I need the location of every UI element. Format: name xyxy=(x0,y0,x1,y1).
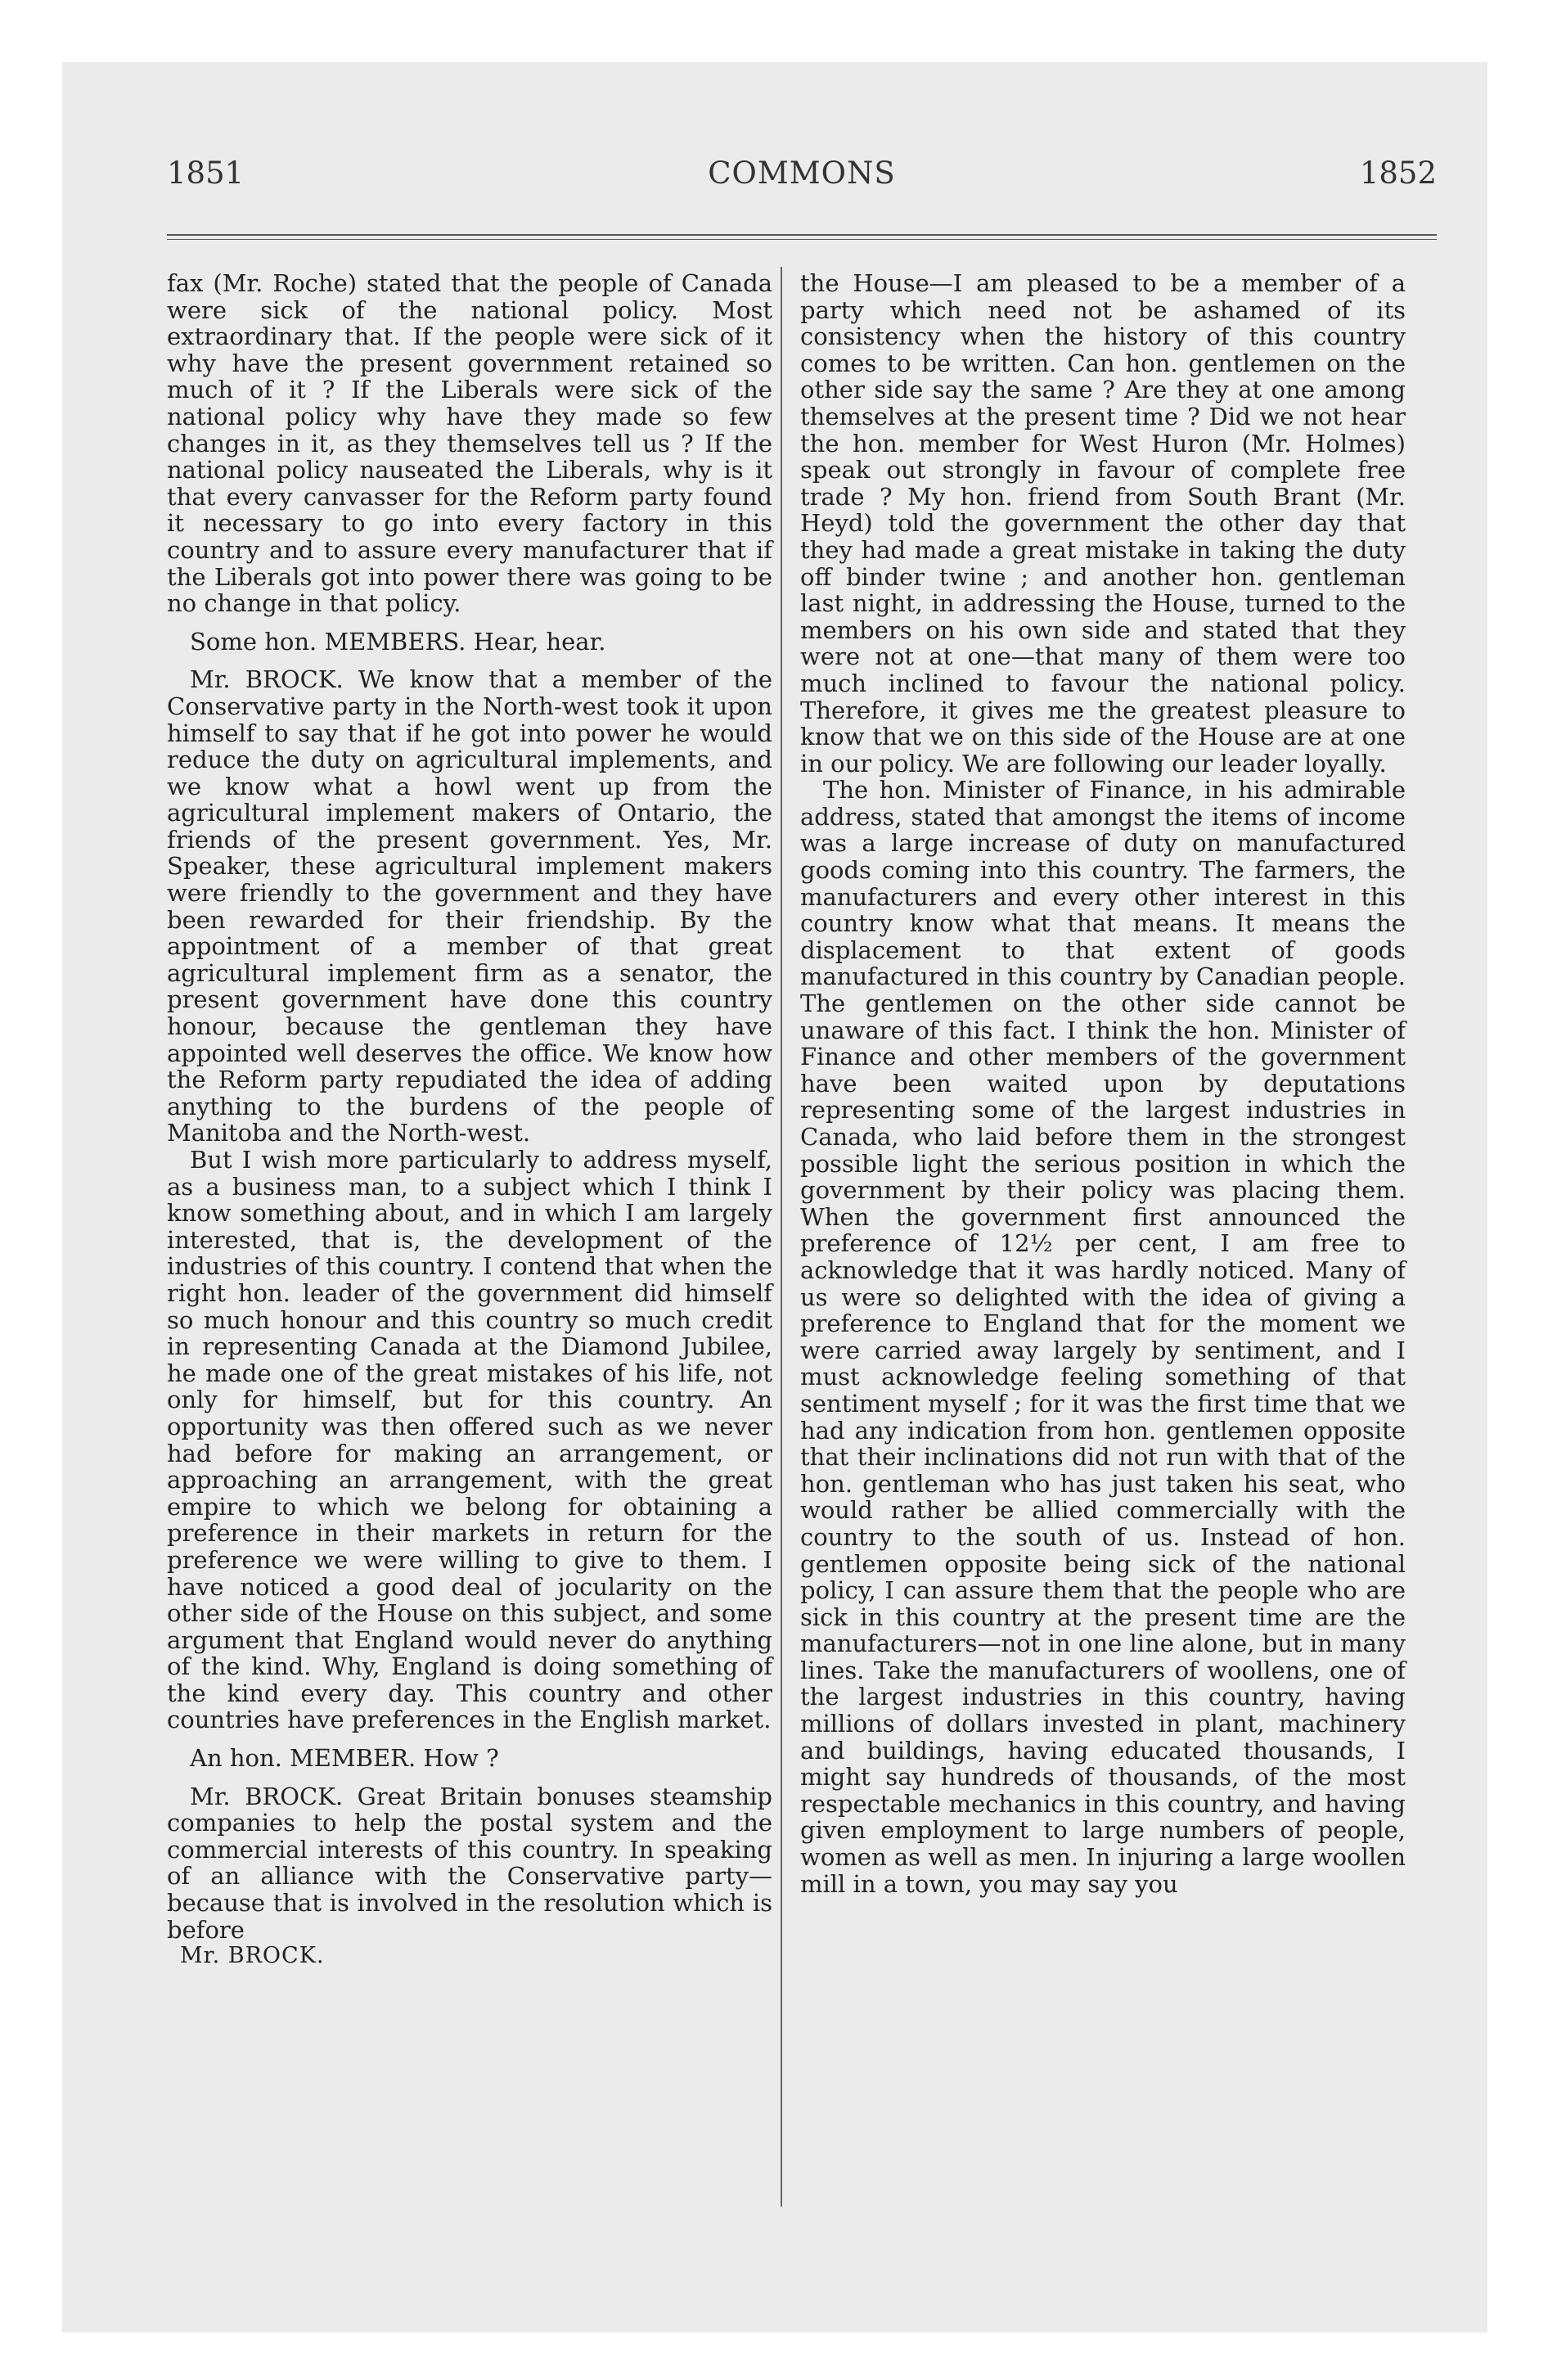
paragraph: Mr. BROCK. We know that a member of the Conservative party in the North-west took it upon himself to say that if he got into power he would reduce the duty on agricultural implements, and we know what a howl went up from the agricultural implement makers of Ontario, the friends of the present government. Yes, Mr. Speaker, these agricultural implement makers were friendly to the government and they have been rewarded for their friendship. By the appointment of a member of that great agricultural implement firm as a senator, the present government have done this country honour, because the gentleman they have appointed well deserves the office. We know how the Reform party repudiated the idea of adding anything to the burdens of the people of Manitoba and the North-west. xyxy=(167,665,772,1147)
paragraph: fax (Mr. Roche) stated that the people of Canada were sick of the national policy. Most extraordinary that. If the people were sick of it why have the present government retained so much of it ? If the Liberals were sick of the national policy why have they made so few changes in it, as they themselves tell us ? If the national policy nauseated the Liberals, why is it that every canvasser for the Reform party found it necessary to go into every factory in this country and to assure every manufacturer that if the Liberals got into power there was going to be no change in that policy. xyxy=(167,269,772,618)
page-header xyxy=(167,156,1437,205)
paragraph: But I wish more particularly to address myself, as a business man, to a subject which I think I know something about, and in which I am largely interested, that is, the development of the industries of this country. I contend that when the right hon. leader of the government did himself so much honour and this country so much credit in representing Canada at the Diamond Jubilee, he made one of the great mistakes of his life, not only for himself, but for this country. An opportunity was then offered such as we never had before for making an arrangement, or approaching an arrangement, with the great empire to which we belong for obtaining a preference in their markets in return for the preference we were willing to give to them. I have noticed a good deal of jocularity on the other side of the House on this subject, and some argument that England would never do anything of the kind. Why, England is doing something of the kind every day. This country and other countries have preferences in the English market. xyxy=(167,1146,772,1734)
paragraph: the House—I am pleased to be a member of a party which need not be ashamed of its consistency when the history of this country comes to be written. Can hon. gentlemen on the other side say the same ? Are they at one among themselves at the present time ? Did we not hear the hon. member for West Huron (Mr. Holmes) speak out strongly in favour of complete free trade ? My hon. friend from South Brant (Mr. Heyd) told the government the other day that they had made a great mistake in taking the duty off binder twine ; and another hon. gentleman last night, in addressing the House, turned to the members on his own side and stated that they were not at one—that many of them were too much inclined to favour the national policy. Therefore, it gives me the greatest pleasure to know that we on this side of the House are at one in our policy. We are following our leader loyally. xyxy=(800,269,1406,778)
header-rule xyxy=(167,234,1437,240)
paragraph: An hon. MEMBER. How ? xyxy=(190,1744,499,1773)
page-number-right: 1852 xyxy=(1359,156,1437,191)
paragraph: The hon. Minister of Finance, in his admirable address, stated that amongst the items of income was a large increase of duty on manufactured goods coming into this country. The farmers, the manufacturers and every other interest in this country know what that means. It means the displacement to that extent of goods manufactured in this country by Canadian people. The gentlemen on the other side cannot be unaware of this fact. I think the hon. Minister of Finance and other members of the government have been waited upon by deputations representing some of the largest industries in Canada, who laid before them in the strongest possible light the serious position in which the government by their policy was placing them. When the government first announced the preference of 12½ per cent, I am free to acknowledge that it was hardly noticed. Many of us were so delighted with the idea of giving a preference to England that for the moment we were carried away largely by sentiment, and I must acknowledge feeling something of that sentiment myself ; for it was the first time that we had any indication from hon. gentlemen opposite that their inclinations did not run with that of the hon. gentleman who has just taken his seat, who would rather be allied commercially with the country to the south of us. Instead of hon. gentlemen opposite being sick of the national policy, I can assure them that the people who are sick in this country at the present time are the manufacturers—not in one line alone, but in many lines. Take the manufacturers of woollens, one of the largest industries in this country, having millions of dollars invested in plant, machinery and buildings, having educated thousands, I might say hundreds of thousands, of the most respectable mechanics in this country, and having given employment to large numbers of people, women as well as men. In injuring a large woollen mill in a town, you may say you xyxy=(800,776,1406,1898)
column-divider xyxy=(781,267,782,2206)
paragraph: Mr. BROCK. Great Britain bonuses steamship companies to help the postal system and the commercial interests of this country. In speaking of an alliance with the Conservative party—because that is involved in the resolution which is before xyxy=(167,1782,772,1944)
page-title: COMMONS xyxy=(708,156,896,191)
right-column xyxy=(800,270,1406,1897)
catchword: Mr. BROCK. xyxy=(180,1943,325,1969)
paragraph: Some hon. MEMBERS. Hear, hear. xyxy=(190,627,606,656)
page-number-left: 1851 xyxy=(167,156,245,191)
left-column xyxy=(167,270,772,1970)
